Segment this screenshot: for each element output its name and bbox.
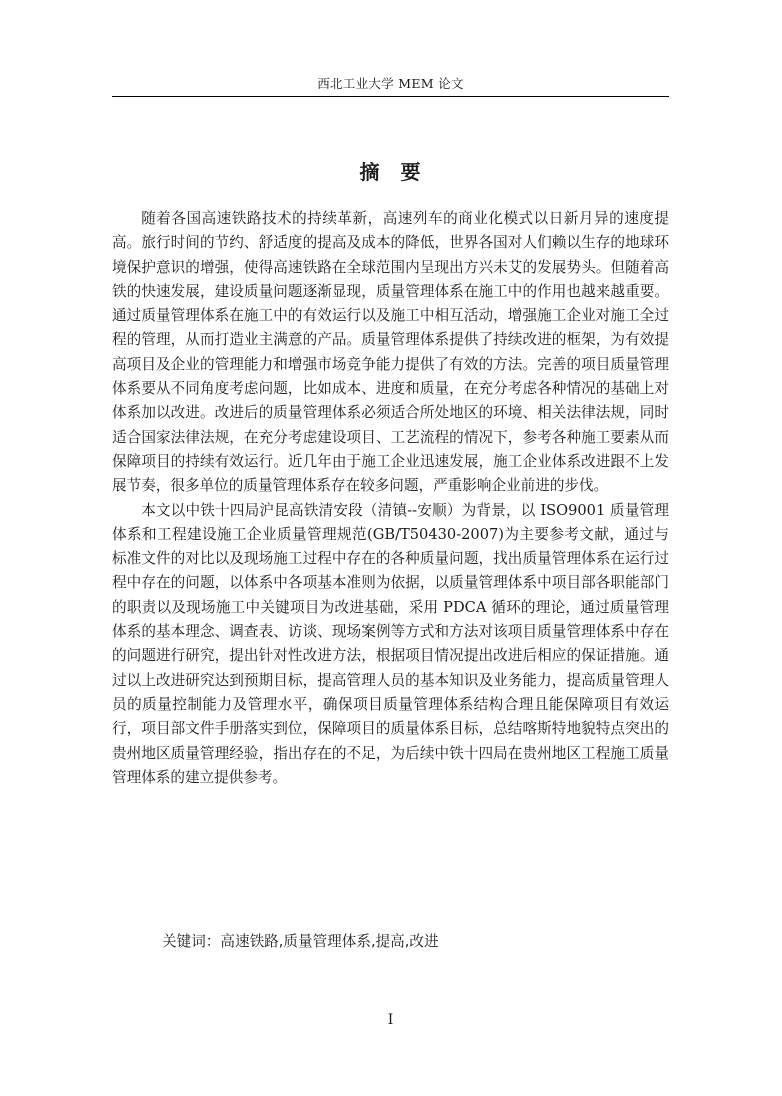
keywords-line: 关键词：高速铁路,质量管理体系,提高,改进 <box>162 933 439 950</box>
running-header: 西北工业大学 MEM 论文 <box>317 76 464 91</box>
abstract-title-part1: 摘 <box>359 160 381 184</box>
abstract-paragraph-1: 随着各国高速铁路技术的持续革新，高速列车的商业化模式以日新月异的速度提高。旅行时间的节约、舒适度的提高及成本的降低，世界各国对人们赖以生存的地球环境保护意识的增强，使得高速铁路在全球范围内呈现出方兴未艾的发展势头。但随着高铁的快速发展，建设质量问题逐渐显现，质量管理体系在施工中的作用也越来越重要。通过质量管理体系在施工中的有效运行以及施工中相互活动，增强施工企业对施工全过程的管理，从而打造业主满意的产品。质量管理体系提供了持续改进的框架，为有效提高项目及企业的管理能力和增强市场竞争能力提供了有效的方法。完善的项目质量管理体系要从不同角度考虑问题，比如成本、进度和质量，在充分考虑各种情况的基础上对体系加以改进。改进后的质量管理体系必须适合所处地区的环境、相关法律法规，同时适合国家法律法规，在充分考虑建设项目、工艺流程的情况下，参考各种施工要素从而保障项目的持续有效运行。近几年由于施工企业迅速发展，施工企业体系改进跟不上发展节奏，很多单位的质量管理体系存在较多问题，严重影响企业前进的步伐。 <box>112 210 669 495</box>
abstract-body <box>112 207 669 790</box>
abstract-title-part2: 要 <box>400 160 422 184</box>
page-number: I <box>387 1012 394 1028</box>
abstract-paragraph-2: 本文以中铁十四局沪昆高铁清安段（清镇--安顺）为背景，以 ISO9001 质量管理体系和工程建设施工企业质量管理规范(GB/T50430-2007)为主要参考文献，通过与标准文件的对比以及现场施工过程中存在的各种质量问题，找出质量管理体系在运行过程中存在的问题，以体系中各项基本准则为依据，以质量管理体系中项目部各职能部门的职责以及现场施工中关键项目为改进基础，采用 PDCA 循环的理论，通过质量管理体系的基本理念、调查表、访谈、现场案例等方式和方法对该项目质量管理体系中存在的问题进行研究，提出针对性改进方法，根据项目情况提出改进后相应的保证措施。通过以上改进研究达到预期目标，提高管理人员的基本知识及业务能力，提高质量管理人员的质量控制能力及管理水平，确保项目质量管理体系结构合理且能保障项目有效运行，项目部文件手册落实到位，保障项目的质量体系目标，总结喀斯特地貌特点突出的贵州地区质量管理经验，指出存在的不足，为后续中铁十四局在贵州地区工程施工质量管理体系的建立提供参考。 <box>112 501 669 786</box>
header-rule <box>112 96 669 97</box>
abstract-title <box>112 158 669 186</box>
